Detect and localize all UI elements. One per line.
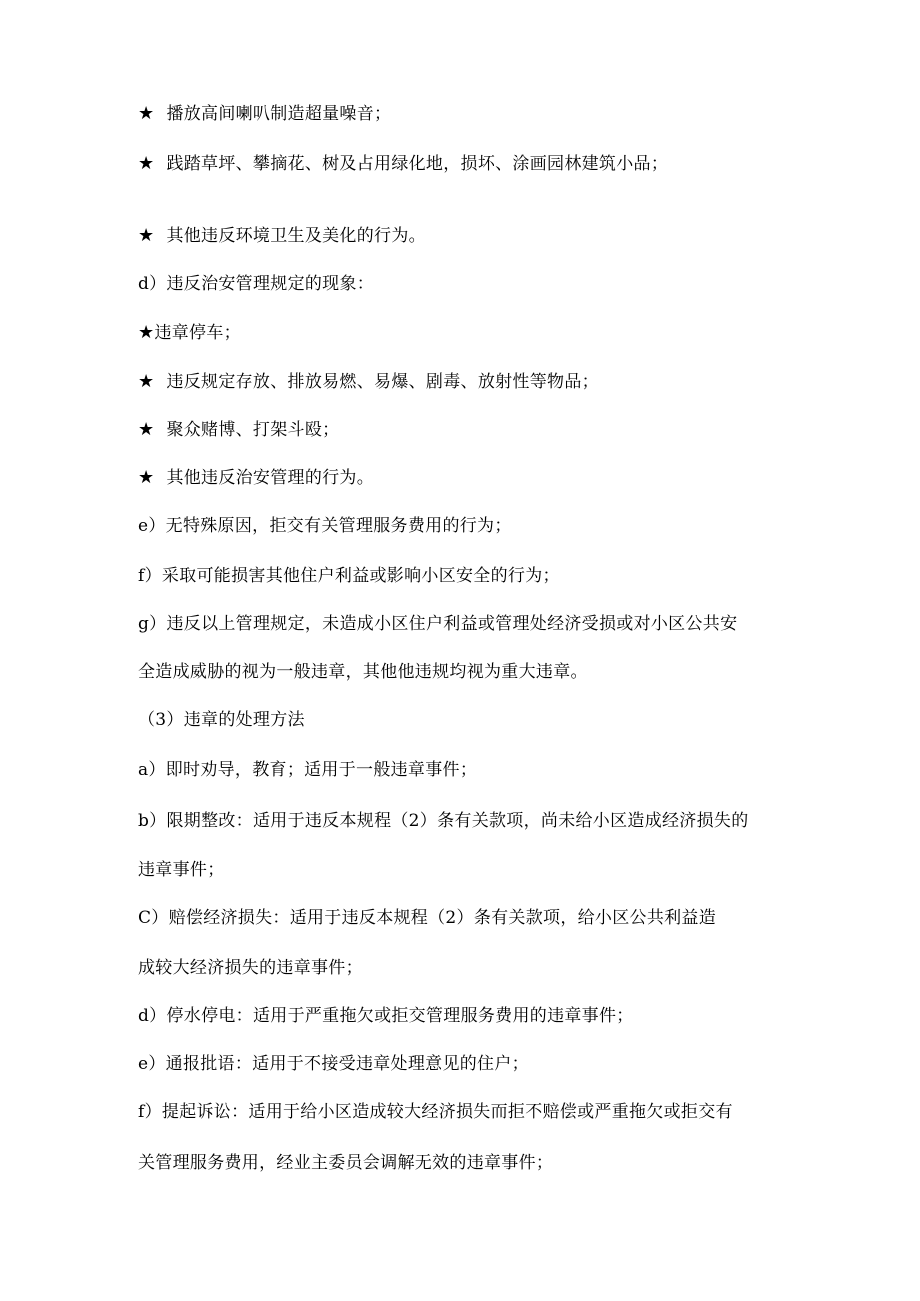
paragraph-line: d）违反治安管理规定的现象： <box>138 274 375 294</box>
bullet-text: 聚众赌博、打架斗殴； <box>166 420 340 440</box>
bullet-line <box>138 371 599 393</box>
paragraph-line: a）即时劝导，教育；适用于一般违章事件； <box>138 760 478 780</box>
bullet-line <box>138 225 426 247</box>
paragraph-line: f）提起诉讼：适用于给小区造成较大经济损失而拒不赔偿或严重拖欠或拒交有 <box>138 1102 733 1122</box>
paragraph-line: f）采取可能损害其他住户利益或影响小区安全的行为； <box>138 566 560 586</box>
bullet-line <box>138 322 241 344</box>
paragraph-line: 违章事件； <box>138 860 225 880</box>
paragraph-line: g）违反以上管理规定，未造成小区住户利益或管理处经济受损或对小区公共安 <box>138 614 738 634</box>
star-bullet-icon: ★ <box>138 419 155 440</box>
paragraph-line: C）赔偿经济损失：适用于违反本规程（2）条有关款项，给小区公共利益造 <box>138 908 717 928</box>
section-heading: （3）违章的处理方法 <box>138 710 305 730</box>
bullet-text: 违反规定存放、排放易燃、易爆、剧毒、放射性等物品； <box>166 372 599 392</box>
bullet-line <box>138 103 391 125</box>
star-bullet-icon: ★ <box>138 322 155 343</box>
bullet-text: 其他违反治安管理的行为。 <box>166 468 375 488</box>
star-bullet-icon: ★ <box>138 153 155 174</box>
star-bullet-icon: ★ <box>138 467 155 488</box>
bullet-text: 践踏草坪、攀摘花、树及占用绿化地，损坏、涂画园林建筑小品； <box>166 154 669 174</box>
bullet-line <box>138 153 668 175</box>
paragraph-line: e）通报批语：适用于不接受违章处理意见的住户； <box>138 1054 529 1074</box>
paragraph-line: 全造成威胁的视为一般违章，其他他违规均视为重大违章。 <box>138 662 588 682</box>
star-bullet-icon: ★ <box>138 371 155 392</box>
bullet-line <box>138 467 374 489</box>
bullet-text: 播放高间喇叭制造超量噪音； <box>166 104 392 124</box>
paragraph-line: b）限期整改：适用于违反本规程（2）条有关款项，尚未给小区造成经济损失的 <box>138 811 749 831</box>
paragraph-line: 成较大经济损失的违章事件； <box>138 958 363 978</box>
paragraph-line: 关管理服务费用，经业主委员会调解无效的违章事件； <box>138 1153 554 1173</box>
bullet-text: 其他违反环境卫生及美化的行为。 <box>166 226 426 246</box>
star-bullet-icon: ★ <box>138 225 155 246</box>
bullet-line <box>138 419 339 441</box>
star-bullet-icon: ★ <box>138 103 155 124</box>
bullet-text: 违章停车； <box>154 323 241 343</box>
paragraph-line: e）无特殊原因，拒交有关管理服务费用的行为； <box>138 516 512 536</box>
paragraph-line: d）停水停电：适用于严重拖欠或拒交管理服务费用的违章事件； <box>138 1006 634 1026</box>
